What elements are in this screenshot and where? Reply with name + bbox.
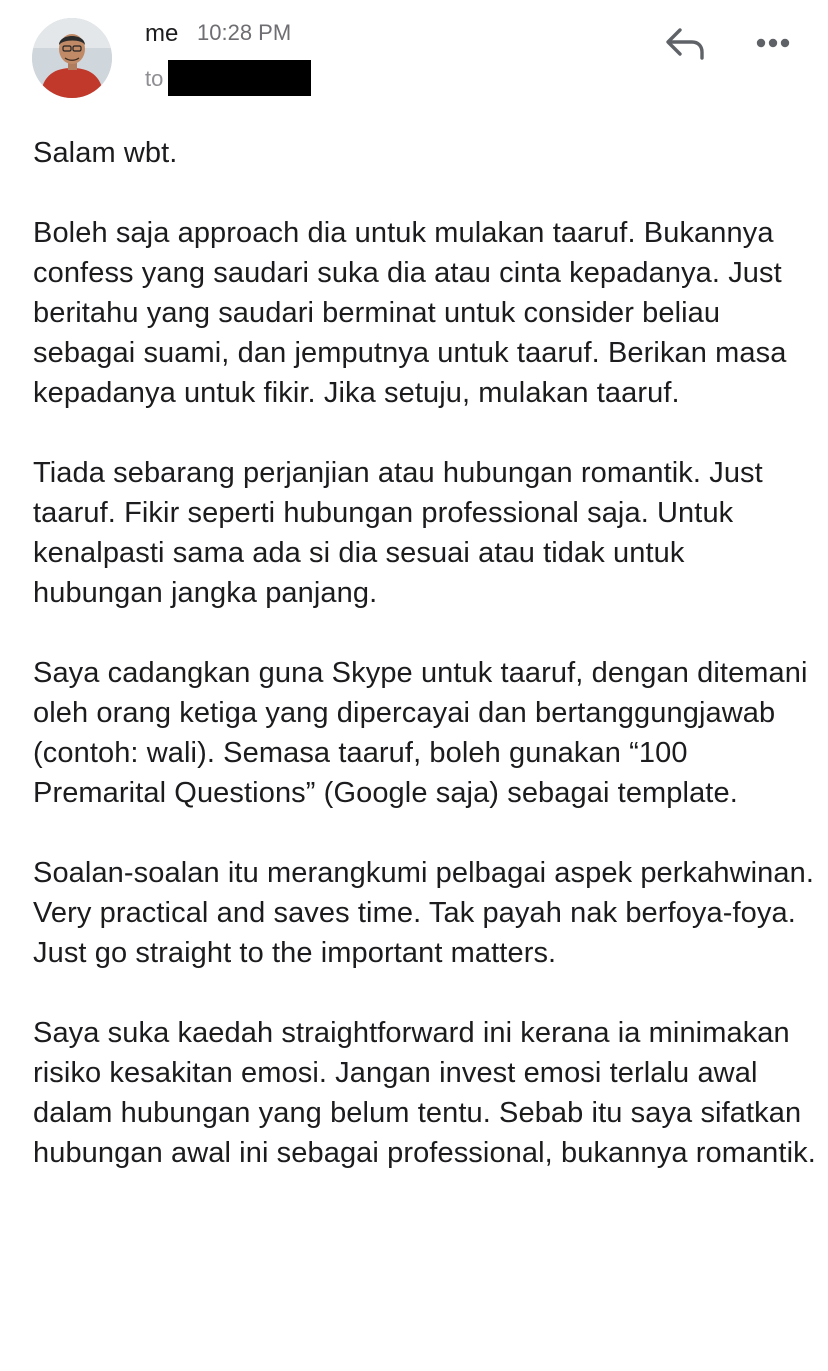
- reply-button[interactable]: [662, 24, 708, 64]
- more-horizontal-icon: [748, 28, 798, 58]
- body-paragraph: Tiada sebarang perjanjian atau hubungan romantik. Just taaruf. Fikir seperti hubungan professional saja. Untuk kenalpasti sama ada si dia sesuai atau tidak untuk hubungan jangka panjang.: [33, 457, 763, 609]
- more-options-button[interactable]: [748, 28, 798, 58]
- reply-icon: [662, 24, 708, 64]
- greeting-paragraph: Salam wbt.: [33, 137, 178, 169]
- body-paragraph: Saya suka kaedah straightforward ini kerana ia minimakan risiko kesakitan emosi. Jangan invest emosi terlalu awal dalam hubungan yang belum tentu. Sebab itu saya sifatkan hubungan awal ini sebagai professional, bukannya romantik.: [33, 1017, 816, 1169]
- body-paragraph: Soalan-soalan itu merangkumi pelbagai aspek perkahwinan. Very practical and saves time. Tak payah nak berfoya-foya. Just go straight to the important matters.: [33, 857, 815, 969]
- message-header: [0, 0, 828, 120]
- timestamp: 10:28 PM: [197, 20, 292, 45]
- body-paragraph: Saya cadangkan guna Skype untuk taaruf, dengan ditemani oleh orang ketiga yang dipercayai dan bertanggungjawab (contoh: wali). Semasa taaruf, boleh gunakan “100 Premarital Questions” (Google saja) sebagai template.: [33, 657, 808, 809]
- avatar[interactable]: [32, 18, 112, 98]
- message-body: [33, 133, 818, 1173]
- redacted-recipient: [168, 60, 311, 96]
- body-paragraph: Boleh saja approach dia untuk mulakan taaruf. Bukannya confess yang saudari suka dia atau cinta kepadanya. Just beritahu yang saudari berminat untuk consider beliau sebagai suami, dan jemputnya untuk taaruf. Berikan masa kepadanya untuk fikir. Jika setuju, mulakan taaruf.: [33, 217, 787, 409]
- avatar-photo: [32, 18, 112, 98]
- recipient-label[interactable]: to: [145, 66, 164, 91]
- sender-name[interactable]: me: [145, 20, 179, 47]
